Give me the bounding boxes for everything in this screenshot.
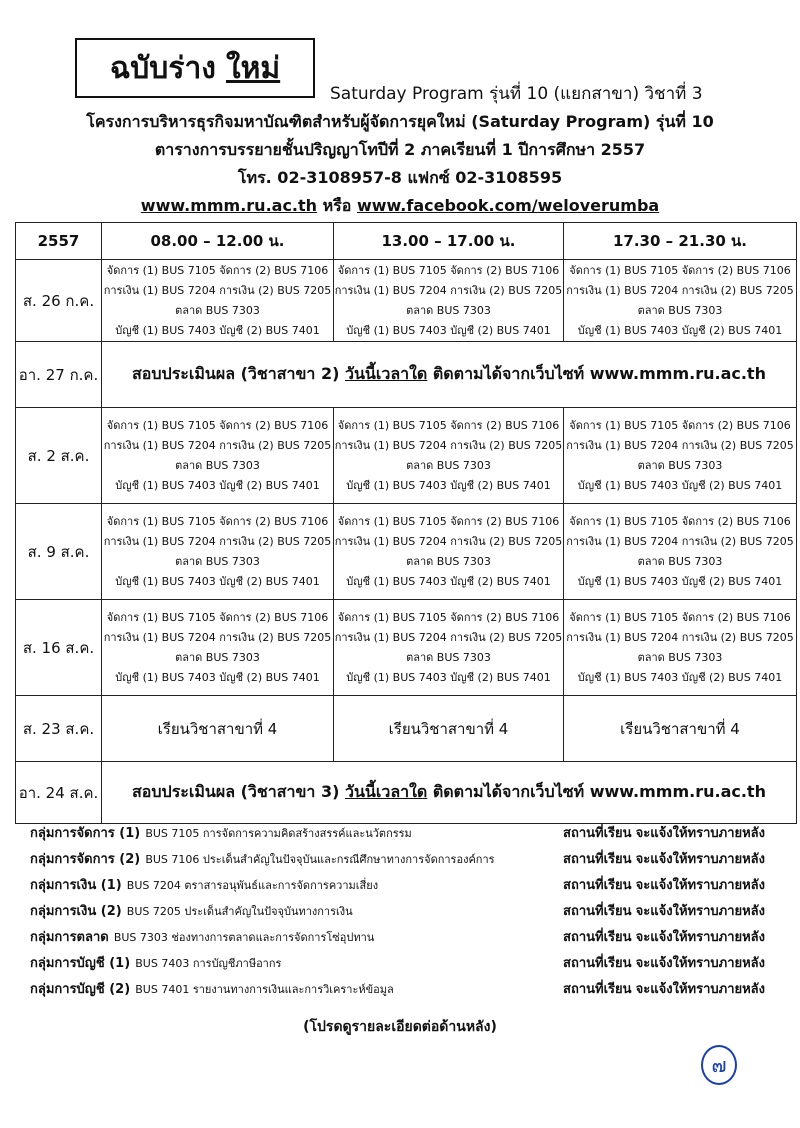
schedule-table <box>15 222 797 824</box>
day-cell: ส. 16 ส.ค. <box>16 600 102 696</box>
study-cell: เรียนวิชาสาขาที่ 4 <box>334 696 564 762</box>
list-item: กลุ่มการเงิน (2) BUS 7205 ประเด็นสำคัญในปัจจุบันทางการเงิน สถานที่เรียน จะแจ้งให้ทราบภายหลัง <box>30 904 765 919</box>
or-label: หรือ <box>322 196 352 215</box>
day-cell: ส. 9 ส.ค. <box>16 504 102 600</box>
exam-banner: สอบประเมินผล (วิชาสาขา 3) วันนี้เวลาใด ติดตามได้จากเว็บไซท์ www.mmm.ru.ac.th <box>102 762 797 824</box>
day-cell: อา. 27 ก.ค. <box>16 342 102 408</box>
draft-stamp <box>75 38 315 98</box>
list-item: กลุ่มการจัดการ (2) BUS 7106 ประเด็นสำคัญในปัจจุบันและกรณีศึกษาทางการจัดการองค์การ สถานที่เรียน จะแจ้งให้ทราบภายหลัง <box>30 852 765 867</box>
exam-banner: สอบประเมินผล (วิชาสาขา 2) วันนี้เวลาใด ติดตามได้จากเว็บไซท์ www.mmm.ru.ac.th <box>102 342 797 408</box>
slot-afternoon-header: 13.00 – 17.00 น. <box>334 223 564 260</box>
table-row <box>16 342 797 408</box>
year-header: 2557 <box>16 223 102 260</box>
list-item: กลุ่มการตลาด BUS 7303 ช่องทางการตลาดและการจัดการโซ่อุปทาน สถานที่เรียน จะแจ้งให้ทราบภายหลัง <box>30 930 765 945</box>
list-item: กลุ่มการบัญชี (2) BUS 7401 รายงานทางการเงินและการวิเคราะห์ข้อมูล สถานที่เรียน จะแจ้งให้ทราบภายหลัง <box>30 982 765 997</box>
course-cell: จัดการ (1) BUS 7105 จัดการ (2) BUS 7106 การเงิน (1) BUS 7204 การเงิน (2) BUS 7205 ตลาด BUS 7303 บัญชี (1) BUS 7403 บัญชี (2) BUS 7401 <box>102 408 334 504</box>
day-cell: อา. 24 ส.ค. <box>16 762 102 824</box>
course-cell: จัดการ (1) BUS 7105 จัดการ (2) BUS 7106 การเงิน (1) BUS 7204 การเงิน (2) BUS 7205 ตลาด BUS 7303 บัญชี (1) BUS 7403 บัญชี (2) BUS 7401 <box>102 504 334 600</box>
page-number-mark: ๗ <box>701 1045 737 1085</box>
table-row <box>16 762 797 824</box>
header-line-2: ตารางการบรรยายชั้นปริญญาโทปีที่ 2 ภาคเรียนที่ 1 ปีการศึกษา 2557 <box>154 140 646 159</box>
course-cell: จัดการ (1) BUS 7105 จัดการ (2) BUS 7106 การเงิน (1) BUS 7204 การเงิน (2) BUS 7205 ตลาด BUS 7303 บัญชี (1) BUS 7403 บัญชี (2) BUS 7401 <box>102 600 334 696</box>
day-cell: ส. 26 ก.ค. <box>16 260 102 342</box>
course-cell: จัดการ (1) BUS 7105 จัดการ (2) BUS 7106 การเงิน (1) BUS 7204 การเงิน (2) BUS 7205 ตลาด BUS 7303 บัญชี (1) BUS 7403 บัญชี (2) BUS 7401 <box>334 408 564 504</box>
table-row <box>16 408 797 504</box>
course-cell: จัดการ (1) BUS 7105 จัดการ (2) BUS 7106 การเงิน (1) BUS 7204 การเงิน (2) BUS 7205 ตลาด BUS 7303 บัญชี (1) BUS 7403 บัญชี (2) BUS 7401 <box>334 260 564 342</box>
header-links <box>0 194 800 219</box>
course-cell: จัดการ (1) BUS 7105 จัดการ (2) BUS 7106 การเงิน (1) BUS 7204 การเงิน (2) BUS 7205 ตลาด BUS 7303 บัญชี (1) BUS 7403 บัญชี (2) BUS 7401 <box>334 504 564 600</box>
list-item: กลุ่มการจัดการ (1) BUS 7105 การจัดการความคิดสร้างสรรค์และนวัตกรรม สถานที่เรียน จะแจ้งให้ทราบภายหลัง <box>30 826 765 841</box>
course-cell: จัดการ (1) BUS 7105 จัดการ (2) BUS 7106 การเงิน (1) BUS 7204 การเงิน (2) BUS 7205 ตลาด BUS 7303 บัญชี (1) BUS 7403 บัญชี (2) BUS 7401 <box>102 260 334 342</box>
draft-new-label: ใหม่ <box>225 50 281 86</box>
list-item: กลุ่มการเงิน (1) BUS 7204 ตราสารอนุพันธ์และการจัดการความเสี่ยง สถานที่เรียน จะแจ้งให้ทราบภายหลัง <box>30 878 765 893</box>
website-link[interactable]: www.mmm.ru.ac.th <box>140 196 318 215</box>
course-cell: จัดการ (1) BUS 7105 จัดการ (2) BUS 7106 การเงิน (1) BUS 7204 การเงิน (2) BUS 7205 ตลาด BUS 7303 บัญชี (1) BUS 7403 บัญชี (2) BUS 7401 <box>564 260 797 342</box>
table-row <box>16 600 797 696</box>
course-cell: จัดการ (1) BUS 7105 จัดการ (2) BUS 7106 การเงิน (1) BUS 7204 การเงิน (2) BUS 7205 ตลาด BUS 7303 บัญชี (1) BUS 7403 บัญชี (2) BUS 7401 <box>564 600 797 696</box>
header-line-3: โทร. 02-3108957-8 แฟกซ์ 02-3108595 <box>237 168 563 187</box>
table-row <box>16 696 797 762</box>
table-row <box>16 504 797 600</box>
course-cell: จัดการ (1) BUS 7105 จัดการ (2) BUS 7106 การเงิน (1) BUS 7204 การเงิน (2) BUS 7205 ตลาด BUS 7303 บัญชี (1) BUS 7403 บัญชี (2) BUS 7401 <box>564 504 797 600</box>
table-header-row <box>16 223 797 260</box>
day-cell: ส. 2 ส.ค. <box>16 408 102 504</box>
draft-label: ฉบับร่าง <box>109 50 216 86</box>
header-line-1: โครงการบริหารธุรกิจมหาบัณฑิตสำหรับผู้จัดการยุคใหม่ (Saturday Program) รุ่นที่ 10 <box>86 112 714 131</box>
list-item: กลุ่มการบัญชี (1) BUS 7403 การบัญชีภาษีอากร สถานที่เรียน จะแจ้งให้ทราบภายหลัง <box>30 956 765 971</box>
see-back-note: (โปรดดูรายละเอียดต่อด้านหลัง) <box>303 1019 497 1035</box>
study-cell: เรียนวิชาสาขาที่ 4 <box>564 696 797 762</box>
slot-evening-header: 17.30 – 21.30 น. <box>564 223 797 260</box>
program-line: Saturday Program รุ่นที่ 10 (แยกสาขา) วิชาที่ 3 <box>330 84 703 104</box>
table-row <box>16 260 797 342</box>
facebook-link[interactable]: www.facebook.com/weloverumba <box>356 196 660 215</box>
course-cell: จัดการ (1) BUS 7105 จัดการ (2) BUS 7106 การเงิน (1) BUS 7204 การเงิน (2) BUS 7205 ตลาด BUS 7303 บัญชี (1) BUS 7403 บัญชี (2) BUS 7401 <box>334 600 564 696</box>
slot-morning-header: 08.00 – 12.00 น. <box>102 223 334 260</box>
day-cell: ส. 23 ส.ค. <box>16 696 102 762</box>
study-cell: เรียนวิชาสาขาที่ 4 <box>102 696 334 762</box>
course-legend <box>30 822 765 1004</box>
course-cell: จัดการ (1) BUS 7105 จัดการ (2) BUS 7106 การเงิน (1) BUS 7204 การเงิน (2) BUS 7205 ตลาด BUS 7303 บัญชี (1) BUS 7403 บัญชี (2) BUS 7401 <box>564 408 797 504</box>
